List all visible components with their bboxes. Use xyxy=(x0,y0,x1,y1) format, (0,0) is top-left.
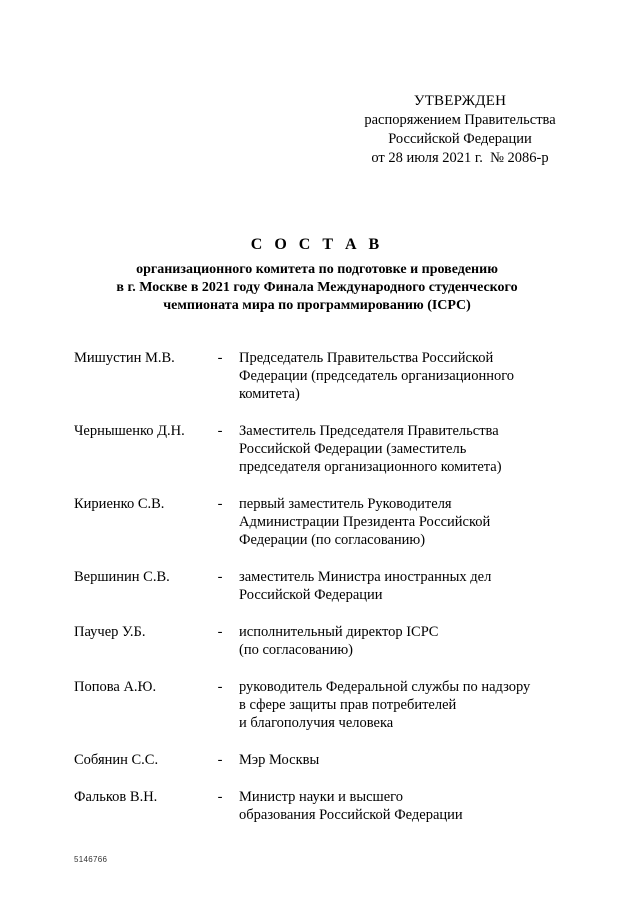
member-role-line: Министр науки и высшего xyxy=(239,789,403,805)
member-separator: - xyxy=(217,624,223,640)
member-role-line: Председатель Правительства Российской xyxy=(239,350,494,366)
member-role-line: в сфере защиты прав потребителей xyxy=(239,697,457,713)
member-role-line: комитета) xyxy=(239,386,300,402)
member-role xyxy=(239,349,544,403)
member-role xyxy=(239,788,544,824)
document-heading xyxy=(60,236,574,315)
member-role-line: Мэр Москвы xyxy=(239,752,320,768)
member-role-line: Российской Федерации xyxy=(239,587,383,603)
approval-line-decree: распоряжением Правительства xyxy=(364,112,556,128)
member-name: Мишустин М.В. xyxy=(74,350,175,366)
approval-line-government: Российской Федерации xyxy=(388,131,532,147)
subtitle-line: организационного комитета по подготовке и проведению xyxy=(136,262,498,277)
member-role xyxy=(239,422,544,476)
member-separator: - xyxy=(217,496,223,512)
member-role-line: первый заместитель Руководителя xyxy=(239,496,452,512)
subtitle-line: в г. Москве в 2021 году Финала Международного студенческого xyxy=(116,280,518,295)
approval-line-date-number: от 28 июля 2021 г. № 2086-р xyxy=(371,150,549,166)
member-role-line: (по согласованию) xyxy=(239,642,353,658)
member-name: Чернышенко Д.Н. xyxy=(74,423,185,439)
member-row xyxy=(74,751,574,769)
member-row xyxy=(74,678,574,732)
member-role xyxy=(239,568,544,604)
member-row xyxy=(74,349,574,403)
member-name: Собянин С.С. xyxy=(74,752,159,768)
member-role xyxy=(239,751,544,769)
member-role-line: и благополучия человека xyxy=(239,715,394,731)
member-row xyxy=(74,495,574,549)
member-role-line: исполнительный директор ICPC xyxy=(239,624,439,640)
member-role-line: образования Российской Федерации xyxy=(239,807,463,823)
member-name: Попова А.Ю. xyxy=(74,679,157,695)
document-code: 5146766 xyxy=(74,855,108,864)
member-separator: - xyxy=(217,350,223,366)
members-list xyxy=(74,349,574,843)
member-separator: - xyxy=(217,423,223,439)
member-name: Паучер У.Б. xyxy=(74,624,146,640)
member-name: Кириенко С.В. xyxy=(74,496,165,512)
member-name: Фальков В.Н. xyxy=(74,789,158,805)
member-role-line: руководитель Федеральной службы по надзору xyxy=(239,679,531,695)
member-role-line: председателя организационного комитета) xyxy=(239,459,502,475)
member-row xyxy=(74,788,574,824)
member-role xyxy=(239,623,544,659)
member-role-line: Федерации (по согласованию) xyxy=(239,532,426,548)
approval-title: УТВЕРЖДЕН xyxy=(413,93,507,109)
member-role-line: Федерации (председатель организационного xyxy=(239,368,515,384)
member-separator: - xyxy=(217,569,223,585)
member-row xyxy=(74,568,574,604)
member-role-line: Российской Федерации (заместитель xyxy=(239,441,467,457)
document-subtitle xyxy=(60,261,574,315)
member-row xyxy=(74,623,574,659)
document-title: С О С Т А В xyxy=(250,236,384,253)
approval-block xyxy=(340,92,580,168)
member-role-line: Администрации Президента Российской xyxy=(239,514,491,530)
member-role-line: заместитель Министра иностранных дел xyxy=(239,569,492,585)
member-separator: - xyxy=(217,789,223,805)
member-separator: - xyxy=(217,752,223,768)
member-row xyxy=(74,422,574,476)
member-role xyxy=(239,495,544,549)
member-separator: - xyxy=(217,679,223,695)
subtitle-line: чемпионата мира по программированию (ICPC) xyxy=(163,298,471,313)
member-name: Вершинин С.В. xyxy=(74,569,170,585)
member-role-line: Заместитель Председателя Правительства xyxy=(239,423,499,439)
member-role xyxy=(239,678,544,732)
